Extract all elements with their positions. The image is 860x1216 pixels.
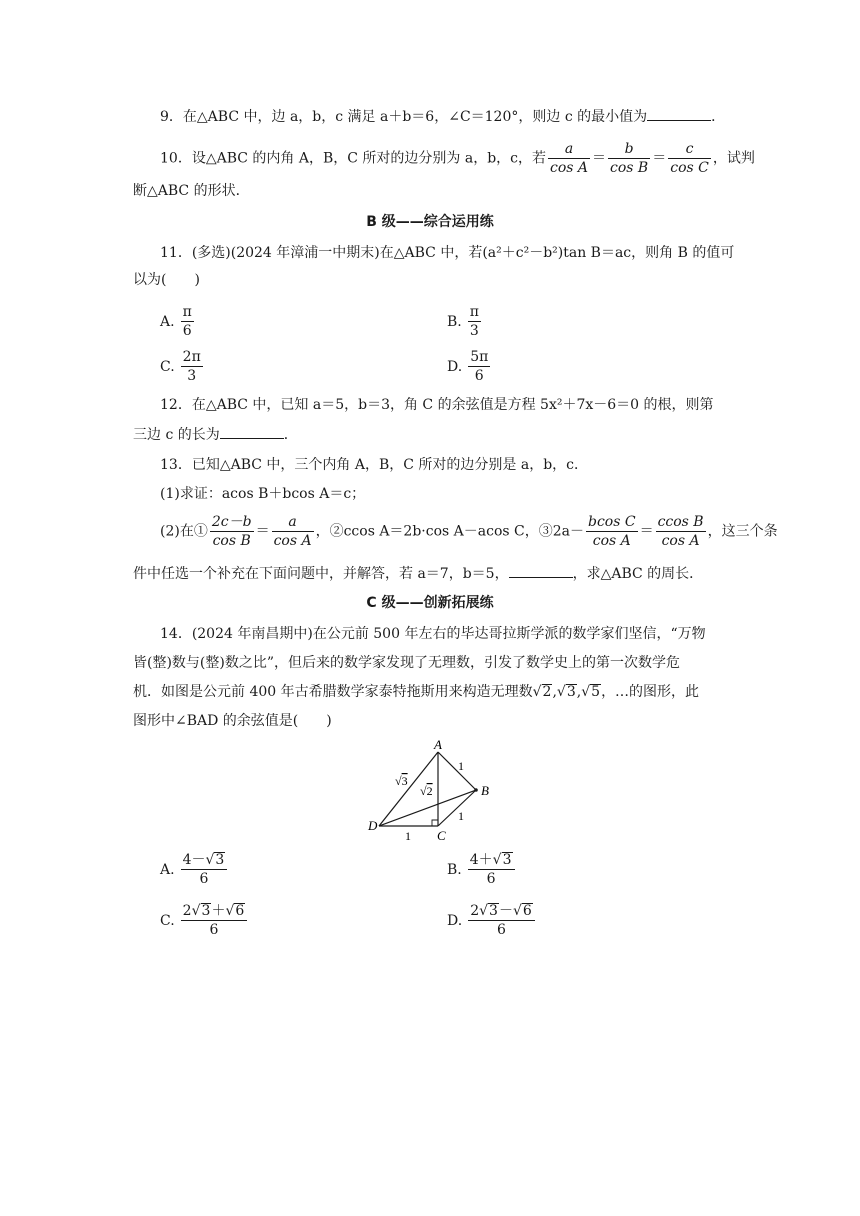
q11-line2: 以为( )	[133, 272, 200, 288]
q13-cond1-left: $\frac{2c-b}{\text{cos B}}$	[211, 514, 252, 549]
q14-option-d[interactable]: D. $\frac{2√3-√6}{6}$	[447, 902, 537, 939]
q13-cond1-right: $\frac{a}{\text{cos A}}$	[273, 514, 312, 549]
side-dc-label: 1	[405, 829, 411, 843]
q14-line3: 机．如图是公元前 400 年古希腊数学家泰特拖斯用来构造无理数√2,√3,√5，…的图形，此	[133, 684, 700, 700]
edge-ab	[438, 752, 476, 790]
q10-frac-b: $\frac{b}{\text{cos B}}$	[610, 141, 649, 176]
q12-answer-blank[interactable]	[220, 424, 284, 439]
q10-frac-c: $\frac{c}{\text{cos C}}$	[670, 141, 709, 176]
q10-line2: 断△ABC 的形状．	[133, 183, 250, 199]
label-b: B	[481, 783, 489, 798]
label-a: A	[434, 737, 442, 752]
side-ac-label: √2	[420, 784, 433, 798]
q14-line2: 皆(整)数与(整)数之比”，但后来的数学家发现了无理数，引发了数学史上的第一次数学危	[133, 655, 681, 671]
right-angle-mark	[432, 820, 438, 826]
point-b-dot	[474, 788, 478, 792]
q11-option-d[interactable]: D. $\frac{5\pi}{6}$	[447, 349, 489, 384]
q9-answer-blank[interactable]	[647, 106, 711, 121]
label-d: D	[368, 818, 378, 833]
q13-line1: 13．已知△ABC 中，三个内角 A，B，C 所对的边分别是 a，b，c．	[160, 457, 589, 473]
q12-line2: 三边 c 的长为 ．	[133, 424, 298, 445]
section-c-heading: C 级——创新拓展练	[366, 595, 494, 611]
q9-text: 9．在△ABC 中，边 a，b，c 满足 a＋b＝6，∠C＝120°，则边 c 的最小值为	[160, 109, 648, 125]
q10-suffix: ，试判	[712, 150, 755, 167]
q10-prefix: 10．设△ABC 的内角 A，B，C 所对的边分别为 a，b，c，若	[160, 150, 547, 167]
q13-cond3-left: $\frac{\text{bcos C}}{\text{cos A}}$	[587, 514, 636, 549]
q14-option-b[interactable]: B. $\frac{4+√3}{6}$	[447, 851, 517, 888]
q14-line1: 14．(2024 年南昌期中)在公元前 500 年左右的毕达哥拉斯学派的数学家们坚信，“万物	[160, 626, 706, 642]
q10-line1: 10．设△ABC 的内角 A，B，C 所对的边分别为 a，b，c，若 $\frac{a}{\text{cos A}}$ ＝ $\frac{b}{\text{cos B}}$ ＝ $\frac{c}{\text{cos C}}$ ，试判	[160, 141, 755, 176]
label-c: C	[437, 828, 446, 843]
side-ad-label: √3	[395, 774, 408, 788]
q13-part2: (2)在① $\frac{2c-b}{\text{cos B}}$ ＝ $\frac{a}{\text{cos A}}$ ，②ccos A＝2b·cos A－acos C，③2a－ $\frac{\text{bcos C}}{\text{cos A}}$ ＝ $\frac{\text{ccos B}}{\text{cos A}}$ ，这三个条	[160, 514, 778, 549]
q13-cond3-right: $\frac{\text{ccos B}}{\text{cos A}}$	[657, 514, 704, 549]
q14-option-c[interactable]: C. $\frac{2√3+√6}{6}$	[160, 902, 249, 939]
q11-line1: 11．(多选)(2024 年漳浦一中期末)在△ABC 中，若(a²＋c²－b²)tan B＝ac，则角 B 的值可	[160, 245, 735, 261]
q11-option-b[interactable]: B. $\frac{\pi}{3}$	[447, 304, 479, 339]
q14-option-a[interactable]: A. $\frac{4-√3}{6}$	[160, 851, 229, 888]
q9-line	[160, 106, 725, 127]
q11-option-c[interactable]: C. $\frac{2\pi}{3}$	[160, 349, 201, 384]
q13-line3: 件中任选一个补充在下面问题中，并解答，若 a＝7，b＝5， ，求△ABC 的周长．	[133, 563, 703, 584]
side-bc-label: 1	[458, 809, 464, 823]
q14-figure	[365, 735, 505, 845]
q13-part1: (1)求证：acos B＋bcos A＝c；	[160, 486, 366, 502]
section-b-heading: B 级——综合运用练	[366, 214, 494, 230]
q11-option-a[interactable]: A. $\frac{\pi}{6}$	[160, 304, 192, 339]
edge-cb	[438, 790, 476, 826]
q10-frac-a: $\frac{a}{\text{cos A}}$	[550, 141, 589, 176]
q9-tail: ．	[711, 109, 726, 125]
q12-line1: 12．在△ABC 中，已知 a＝5，b＝3，角 C 的余弦值是方程 5x²＋7x－6＝0 的根，则第	[160, 397, 714, 413]
side-ab-label: 1	[458, 759, 464, 773]
q14-line4: 图形中∠BAD 的余弦值是( )	[133, 713, 332, 729]
q13-answer-blank[interactable]	[509, 563, 573, 578]
